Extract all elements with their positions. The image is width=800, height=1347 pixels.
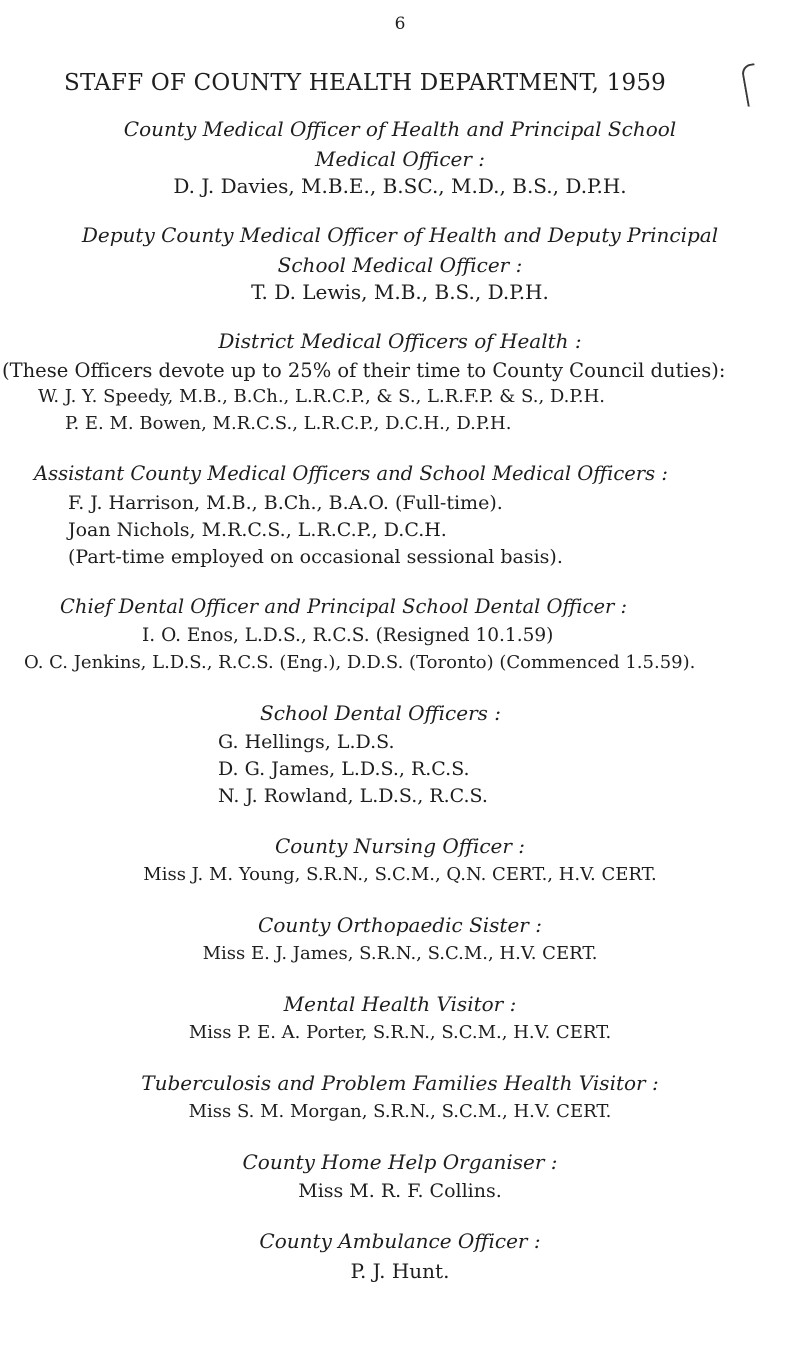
cmo-person: D. J. Davies, M.B.E., B.SC., M.D., B.S., D.P.H. bbox=[173, 174, 627, 198]
district-note: (These Officers devote up to 25% of their time to County Council duties): bbox=[2, 359, 726, 382]
assistant-person-2: Joan Nichols, M.R.C.S., L.R.C.P., D.C.H. bbox=[68, 519, 447, 541]
district-heading: District Medical Officers of Health : bbox=[218, 329, 582, 353]
page-title: STAFF OF COUNTY HEALTH DEPARTMENT, 1959 bbox=[64, 70, 667, 96]
ambulance-heading: County Ambulance Officer : bbox=[259, 1229, 541, 1253]
district-person-2: P. E. M. Bowen, M.R.C.S., L.R.C.P., D.C.H., D.P.H. bbox=[65, 413, 512, 434]
school-dental-person-2: D. G. James, L.D.S., R.C.S. bbox=[218, 758, 470, 780]
margin-mark bbox=[740, 63, 761, 107]
school-dental-person-3: N. J. Rowland, L.D.S., R.C.S. bbox=[218, 785, 488, 807]
orthopaedic-person: Miss E. J. James, S.R.N., S.C.M., H.V. CERT. bbox=[202, 943, 598, 964]
cmo-heading-line-1: County Medical Officer of Health and Principal School bbox=[123, 117, 677, 141]
mental-health-heading: Mental Health Visitor : bbox=[283, 992, 517, 1016]
assistant-heading: Assistant County Medical Officers and School Medical Officers : bbox=[34, 462, 668, 485]
mental-health-person: Miss P. E. A. Porter, S.R.N., S.C.M., H.V. CERT. bbox=[188, 1022, 612, 1043]
district-person-1: W. J. Y. Speedy, M.B., B.Ch., L.R.C.P., & S., L.R.F.P. & S., D.P.H. bbox=[38, 386, 605, 407]
orthopaedic-heading: County Orthopaedic Sister : bbox=[258, 913, 542, 937]
school-dental-heading: School Dental Officers : bbox=[260, 701, 502, 725]
deputy-heading-line-2: School Medical Officer : bbox=[277, 253, 523, 277]
chief-dental-person-2: O. C. Jenkins, L.D.S., R.C.S. (Eng.), D.D.S. (Toronto) (Commenced 1.5.59). bbox=[24, 652, 696, 673]
page-number: 6 bbox=[394, 14, 406, 34]
chief-dental-heading: Chief Dental Officer and Principal School Dental Officer : bbox=[60, 595, 628, 618]
school-dental-person-1: G. Hellings, L.D.S. bbox=[218, 731, 395, 753]
assistant-person-1: F. J. Harrison, M.B., B.Ch., B.A.O. (Full-time). bbox=[68, 492, 503, 514]
home-help-heading: County Home Help Organiser : bbox=[242, 1150, 558, 1174]
deputy-person: T. D. Lewis, M.B., B.S., D.P.H. bbox=[251, 280, 549, 304]
nursing-heading: County Nursing Officer : bbox=[274, 834, 526, 858]
tb-person: Miss S. M. Morgan, S.R.N., S.C.M., H.V. CERT. bbox=[188, 1101, 612, 1122]
home-help-person: Miss M. R. F. Collins. bbox=[298, 1180, 502, 1202]
nursing-person: Miss J. M. Young, S.R.N., S.C.M., Q.N. CERT., H.V. CERT. bbox=[143, 864, 657, 885]
deputy-heading-line-1: Deputy County Medical Officer of Health and Deputy Principal bbox=[81, 223, 719, 247]
cmo-heading-line-2: Medical Officer : bbox=[314, 147, 486, 171]
assistant-person-2-note: (Part-time employed on occasional sessional basis). bbox=[68, 546, 563, 568]
ambulance-person: P. J. Hunt. bbox=[350, 1259, 450, 1283]
chief-dental-person-1: I. O. Enos, L.D.S., R.C.S. (Resigned 10.1.59) bbox=[142, 625, 554, 646]
tb-heading: Tuberculosis and Problem Families Health Visitor : bbox=[141, 1071, 659, 1095]
